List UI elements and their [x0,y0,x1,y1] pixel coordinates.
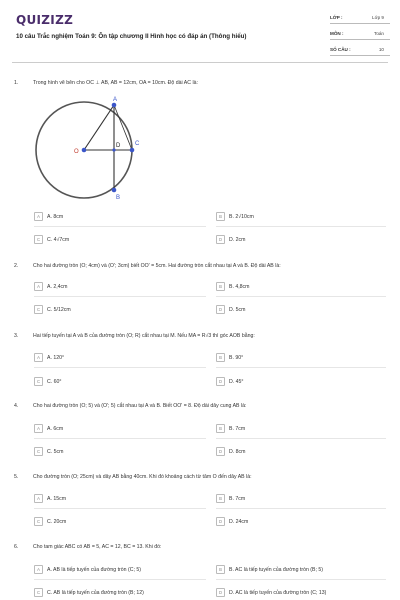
question-number: 3. [14,333,19,339]
option-6d[interactable] [216,588,326,597]
option-5d[interactable] [216,517,248,526]
option-divider [34,226,206,227]
option-text: A. 6cm [47,425,64,432]
question-text: Cho tam giác ABC có AB = 5, AC = 12, BC = 13. Khi đó: [33,544,162,550]
option-4d[interactable] [216,447,245,456]
meta-value: Toán [374,31,384,36]
option-letter-box: B [216,565,225,574]
option-1d[interactable] [216,235,245,244]
option-2a[interactable] [34,282,67,291]
question-1 [14,80,386,86]
option-letter-box: A [34,353,43,362]
option-text: B. 7cm [229,425,246,432]
option-1b[interactable] [216,212,254,221]
option-divider [34,367,206,368]
question-3 [14,333,386,339]
option-letter-box: C [34,588,43,597]
option-text: C. 60° [47,378,62,385]
meta-value: Lớp 9 [372,15,384,20]
meta-value: 10 [378,47,384,52]
question-number: 6. [14,544,19,550]
question-text: Trong hình vẽ bên cho OC ⊥ AB, AB = 12cm, OA = 10cm. Độ dài AC là: [33,80,198,86]
option-2c[interactable] [34,305,71,314]
point-o [82,148,87,153]
option-4b[interactable] [216,424,245,433]
question-2 [14,263,386,269]
option-letter-box: A [34,424,43,433]
option-text: B. 90° [229,354,244,361]
option-divider [216,226,386,227]
option-text: D. 2cm [229,236,246,243]
option-letter-box: A [34,282,43,291]
option-text: C. 4√7cm [47,236,70,243]
option-divider [216,367,386,368]
option-letter-box: D [216,235,225,244]
option-letter-box: C [34,447,43,456]
option-letter-box: A [34,212,43,221]
option-5b[interactable] [216,494,245,503]
option-text: C. 5cm [47,448,64,455]
question-number: 2. [14,263,19,269]
option-text: A. 8cm [47,213,64,220]
option-6c[interactable] [34,588,144,597]
option-letter-box: D [216,305,225,314]
option-divider [216,438,386,439]
question-number: 5. [14,474,19,480]
header-divider [12,62,388,63]
option-text: A. 120° [47,354,65,361]
option-letter-box: B [216,282,225,291]
option-letter-box: B [216,494,225,503]
question-number: 1. [14,80,19,86]
option-divider [34,508,206,509]
option-text: B. 7cm [229,495,246,502]
option-text: D. AC là tiếp tuyến của đường tròn (C; 13) [229,589,327,596]
option-2b[interactable] [216,282,249,291]
option-letter-box: B [216,353,225,362]
option-3a[interactable] [34,353,64,362]
label-c: C [135,141,140,147]
option-text: D. 8cm [229,448,246,455]
option-text: C. 5/12cm [47,306,71,313]
option-text: D. 5cm [229,306,246,313]
segment-oa [84,105,114,150]
label-b: B [116,195,121,201]
option-divider [34,579,206,580]
meta-row-count [330,44,390,56]
option-divider [34,438,206,439]
option-text: A. AB là tiếp tuyến của đường tròn (C; 5) [47,566,141,573]
point-a [112,103,117,108]
meta-key: SỐ CÂU : [330,47,351,52]
option-letter-box: A [34,565,43,574]
point-b [112,188,117,193]
meta-row-subject [330,28,390,40]
point-c [130,148,135,153]
option-letter-box: B [216,424,225,433]
option-letter-box: C [34,517,43,526]
question-5 [14,474,386,480]
option-text: C. 20cm [47,518,67,525]
option-text: B. AC là tiếp tuyến của đường tròn (B; 5) [229,566,323,573]
option-text: D. 45° [229,378,244,385]
option-divider [34,296,206,297]
option-4a[interactable] [34,424,63,433]
label-a: A [113,97,118,103]
option-3b[interactable] [216,353,243,362]
label-d: D [116,143,121,149]
option-text: B. 4,8cm [229,283,250,290]
meta-panel [330,12,390,60]
option-letter-box: D [216,517,225,526]
option-1a[interactable] [34,212,63,221]
option-letter-box: D [216,588,225,597]
meta-key: LỚP : [330,15,343,20]
option-4c[interactable] [34,447,63,456]
label-o: O [74,149,79,155]
question-text: Hai tiếp tuyến tại A và B của đường tròn (O; R) cắt nhau tại M. Nếu MA = R√3 thì góc AOB bằng: [33,333,255,339]
option-5a[interactable] [34,494,66,503]
option-divider [216,508,386,509]
question-number: 4. [14,403,19,409]
meta-key: MÔN : [330,31,344,36]
option-letter-box: D [216,377,225,386]
option-letter-box: C [34,235,43,244]
option-letter-box: A [34,494,43,503]
option-text: A. 2,4cm [47,283,68,290]
option-letter-box: D [216,447,225,456]
option-3c[interactable] [34,377,61,386]
option-6a[interactable] [34,565,141,574]
option-text: B. 2√10cm [229,213,254,220]
option-divider [216,579,386,580]
option-1c[interactable] [34,235,69,244]
meta-row-grade [330,12,390,24]
question-4 [14,403,386,409]
option-text: C. AB là tiếp tuyến của đường tròn (B; 12) [47,589,144,596]
option-letter-box: C [34,377,43,386]
document-title: 10 câu Trắc nghiệm Toán 9: Ôn tập chương II Hình học có đáp án (Thông hiểu) [16,33,247,40]
option-2d[interactable] [216,305,245,314]
option-text: A. 15cm [47,495,67,502]
question-text: Cho hai đường tròn (O; 5) và (O'; 5) cắt nhau tại A và B. Biết OO' = 8. Độ dài dây cung AB là: [33,403,247,409]
option-5c[interactable] [34,517,66,526]
logo: QUIZIZZ [16,13,74,27]
option-letter-box: C [34,305,43,314]
option-text: D. 24cm [229,518,249,525]
option-letter-box: B [216,212,225,221]
question-text: Cho đường tròn (O; 25cm) và dây AB bằng 40cm. Khi đó khoảng cách từ tâm O đến dây AB là: [33,474,252,480]
option-6b[interactable] [216,565,323,574]
option-divider [216,296,386,297]
option-3d[interactable] [216,377,243,386]
geometry-figure [30,93,145,203]
question-text: Cho hai đường tròn (O; 4cm) và (O'; 3cm) biết OO' = 5cm. Hai đường tròn cắt nhau tại A và B. Độ dài AB là: [33,263,281,269]
question-6 [14,544,386,550]
